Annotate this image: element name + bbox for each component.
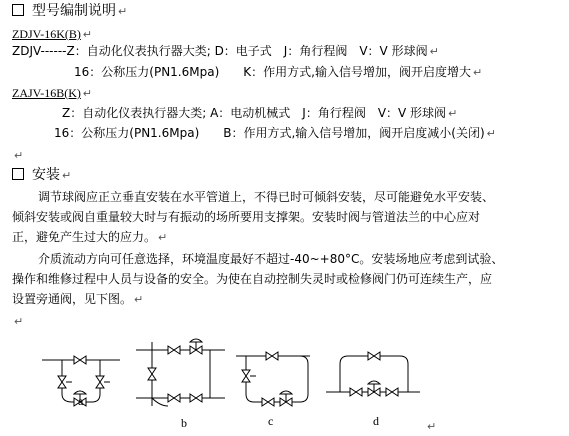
model-b-desc-line-2 (54, 126, 496, 141)
paragraph-mark-icon: ↵ (429, 45, 439, 58)
section-title-model: 型号编制说明 (32, 3, 116, 19)
install-p1-line-2 (12, 210, 480, 225)
install-p1-line-1 (38, 190, 494, 205)
paragraph-mark-icon: ↵ (82, 88, 93, 100)
model-code-a (12, 27, 92, 43)
empty-paragraph-2 (12, 314, 23, 329)
paragraph-mark-icon: ↵ (427, 420, 437, 433)
install-p2-line-1 (38, 252, 503, 267)
section-heading-model (12, 4, 127, 19)
diagram-label-a: a (78, 394, 84, 408)
install-p2-line-3 (12, 292, 143, 307)
model-a-desc-line-1 (12, 44, 439, 59)
model-a-desc-line-1-text: ZDJV------Z：自动化仪表执行器大类; D：电子式 J：角行程阀 V：V 形球阀 (12, 44, 428, 58)
diagram-b (136, 339, 225, 406)
paragraph-mark-icon: ↵ (486, 127, 496, 140)
diagram-c (236, 352, 310, 406)
paragraph-mark-icon: ↵ (118, 5, 128, 18)
model-b-desc-line-1 (62, 106, 457, 121)
section-title-install: 安装 (32, 167, 60, 183)
paragraph-mark-icon: ↵ (14, 315, 24, 328)
install-p1-line-3-text: 正，避免产生过大的应力。 (12, 230, 157, 244)
checkbox-square-icon (12, 168, 24, 180)
paragraph-mark-icon: ↵ (62, 169, 72, 182)
paragraph-mark-icon: ↵ (14, 149, 24, 162)
diagram-label-c: c (268, 414, 274, 428)
paragraph-mark-icon: ↵ (82, 29, 93, 41)
install-p1-line-3 (12, 230, 167, 245)
diagram-d (326, 352, 420, 396)
install-p1-line-1-text: 调节球阀应正立垂直安装在水平管道上，不得已时可倾斜安装，尽可能避免水平安装、 (38, 190, 495, 204)
diagram-label-d: d (373, 414, 379, 428)
model-b-desc-line-1-text: Z：自动化仪表执行器大类; A：电动机械式 J：角行程阀 V：V 形球阀 (62, 106, 447, 120)
model-a-desc-line-2 (74, 65, 482, 80)
model-code-b (12, 86, 92, 102)
paragraph-mark-icon: ↵ (158, 231, 168, 244)
install-p2-line-1-text: 介质流动方向可任意选择，环境温度最好不超过-40~+80°C。安装场地应考虑到试验、 (38, 252, 504, 266)
model-a-desc-line-2-text: 16：公称压力(PN1.6Mpa) K：作用方式,输入信号增加，阀开启度增大 (74, 65, 471, 79)
paragraph-mark-icon: ↵ (448, 107, 458, 120)
install-p2-line-2-text: 操作和维修过程中人员与设备的安全。为使在自动控制失灵时或检修阀门仍可连续生产，应 (12, 272, 493, 286)
install-p1-line-2-text: 倾斜安装或阀自重量较大时与有振动的场所要用支撑架。安装时阀与管道法兰的中心应对 (12, 210, 481, 224)
model-code-b-text: ZAJV-16B(K) (12, 86, 81, 100)
checkbox-square-icon (12, 4, 24, 16)
install-p2-line-3-text: 设置旁通阀，见下图。 (12, 292, 133, 306)
model-b-desc-line-2-text: 16：公称压力(PN1.6Mpa) B：作用方式,输入信号增加，阀开启度减小(关闭) (54, 126, 485, 140)
diagram-label-b: b (181, 416, 187, 430)
bypass-diagrams-svg (0, 336, 569, 432)
empty-paragraph (12, 148, 23, 163)
paragraph-mark-icon: ↵ (472, 66, 483, 79)
section-heading-install (12, 168, 71, 183)
paragraph-mark-icon: ↵ (134, 293, 144, 306)
bypass-diagrams (0, 336, 569, 432)
install-p2-line-2 (12, 272, 492, 287)
model-code-a-text: ZDJV-16K(B) (12, 27, 81, 41)
